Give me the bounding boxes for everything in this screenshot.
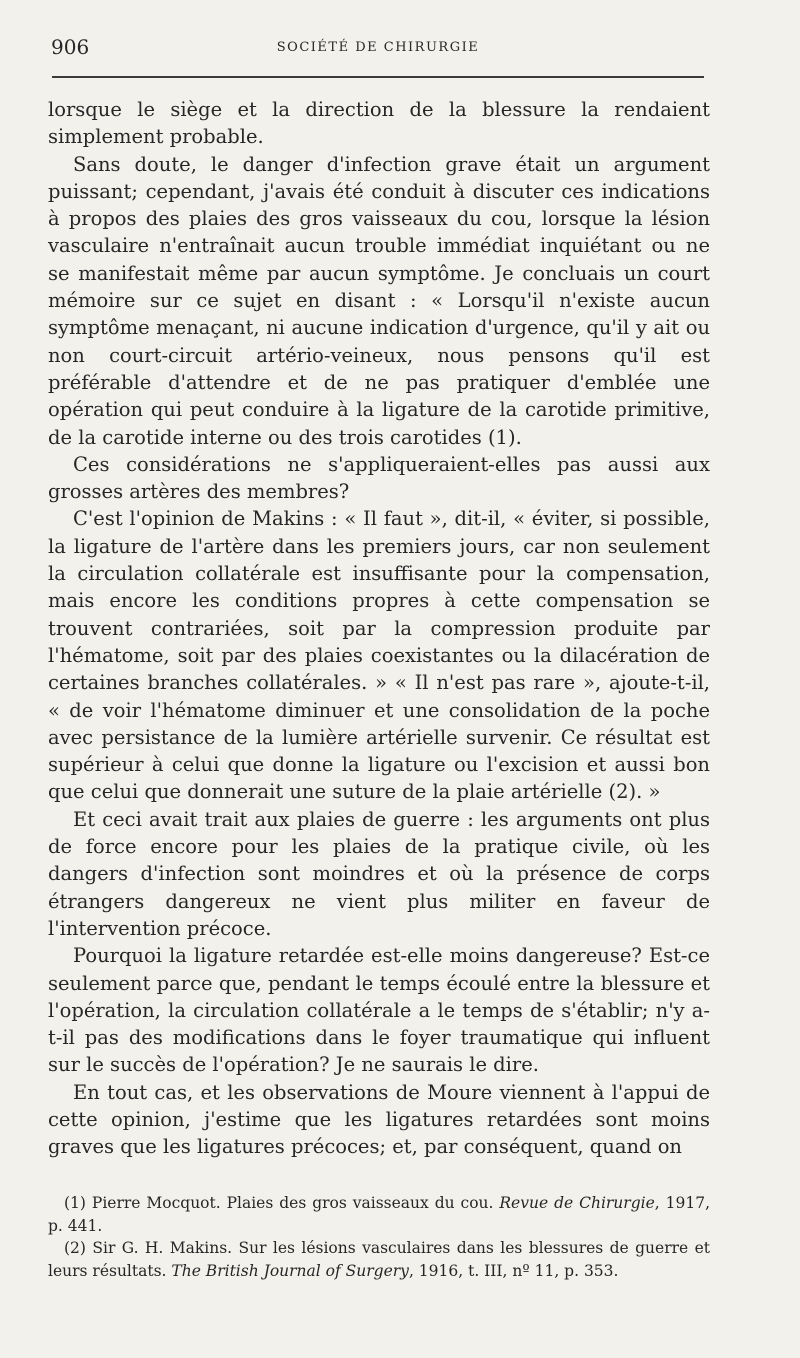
paragraph: lorsque le siège et la direction de la blessure la rendaient simplement probable. xyxy=(48,98,710,149)
paragraph: Sans doute, le danger d'infection grave était un argument puissant; cependant, j'avais été conduit à discuter ces indications à propos des plaies des gros vaisseaux du cou, lorsque la lésion vasculaire n'entraînait aucun trouble immédiat inquiétant ou ne se manifestait même par aucun symptôme. Je concluais un court mémoire sur ce sujet en disant : « Lorsqu'il n'existe aucun symptôme menaçant, ni aucune indication d'urgence, qu'il y ait ou non court-circuit artério-veineux, nous pensons qu'il est préférable d'attendre et de ne pas pratiquer d'emblée une opération qui peut conduire à la ligature de la carotide primitive, de la carotide interne ou des trois carotides (1). xyxy=(48,152,710,449)
footnote-journal: The British Journal of Surgery xyxy=(171,1261,409,1280)
footnote-marker: (2) xyxy=(64,1239,86,1258)
footnote xyxy=(48,1237,710,1282)
footnote-marker: (1) xyxy=(64,1194,86,1212)
footnote-text: , 1917, p. 441. xyxy=(48,1194,710,1235)
footnote-text: , 1916, t. III, nº 11, p. 353. xyxy=(408,1261,619,1280)
footnote-journal: Revue de Chirurgie xyxy=(499,1194,655,1212)
footnote-text: Sir G. H. Makins. Sur les lésions vasculaires dans les blessures de guerre et leurs résultats. xyxy=(48,1239,710,1280)
body-text xyxy=(48,96,710,1161)
page-number: 906 xyxy=(51,35,90,59)
footnote xyxy=(48,1192,710,1237)
paragraph: Et ceci avait trait aux plaies de guerre : les arguments ont plus de force encore pour les plaies de la pratique civile, où les dangers d'infection sont moindres et où la présence de corps étrangers dangereux ne vient plus militer en faveur de l'intervention précoce. xyxy=(48,807,710,940)
footnotes xyxy=(48,1192,710,1282)
paragraph: Ces considérations ne s'appliqueraient-elles pas aussi aux grosses artères des membres? xyxy=(48,452,710,504)
page-header xyxy=(51,33,705,63)
header-rule xyxy=(52,76,704,78)
footnote-text: Pierre Mocquot. Plaies des gros vaisseaux du cou. xyxy=(91,1194,500,1212)
paragraph: C'est l'opinion de Makins : « Il faut », dit-il, « éviter, si possible, la ligature de l'artère dans les premiers jours, car non seulement la circulation collatérale est insuffisante pour la compensation, mais encore les conditions propres à cette compensation se trouvent contrariées, soit par la compression produite par l'hématome, soit par des plaies coexistantes ou la dilacération de certaines branches collatérales. » « Il n'est pas rare », ajoute-t-il, « de voir l'hématome diminuer et une consolidation de la poche avec persistance de la lumière artérielle survenir. Ce résultat est supérieur à celui que donne la ligature ou l'excision et aussi bon que celui que donnerait une suture de la plaie artérielle (2). » xyxy=(48,507,710,804)
paragraph: En tout cas, et les observations de Moure viennent à l'appui de cette opinion, j'estime que les ligatures retardées sont moins graves que les ligatures précoces; et, par conséquent, quand on xyxy=(48,1080,710,1159)
running-title: SOCIÉTÉ DE CHIRURGIE xyxy=(276,40,480,55)
paragraph: Pourquoi la ligature retardée est-elle moins dangereuse? Est-ce seulement parce que, pendant le temps écoulé entre la blessure et l'opération, la circulation collatérale a le temps de s'établir; n'y a-t-il pas des modifications dans le foyer traumatique qui influent sur le succès de l'opération? Je ne saurais le dire. xyxy=(48,944,710,1077)
